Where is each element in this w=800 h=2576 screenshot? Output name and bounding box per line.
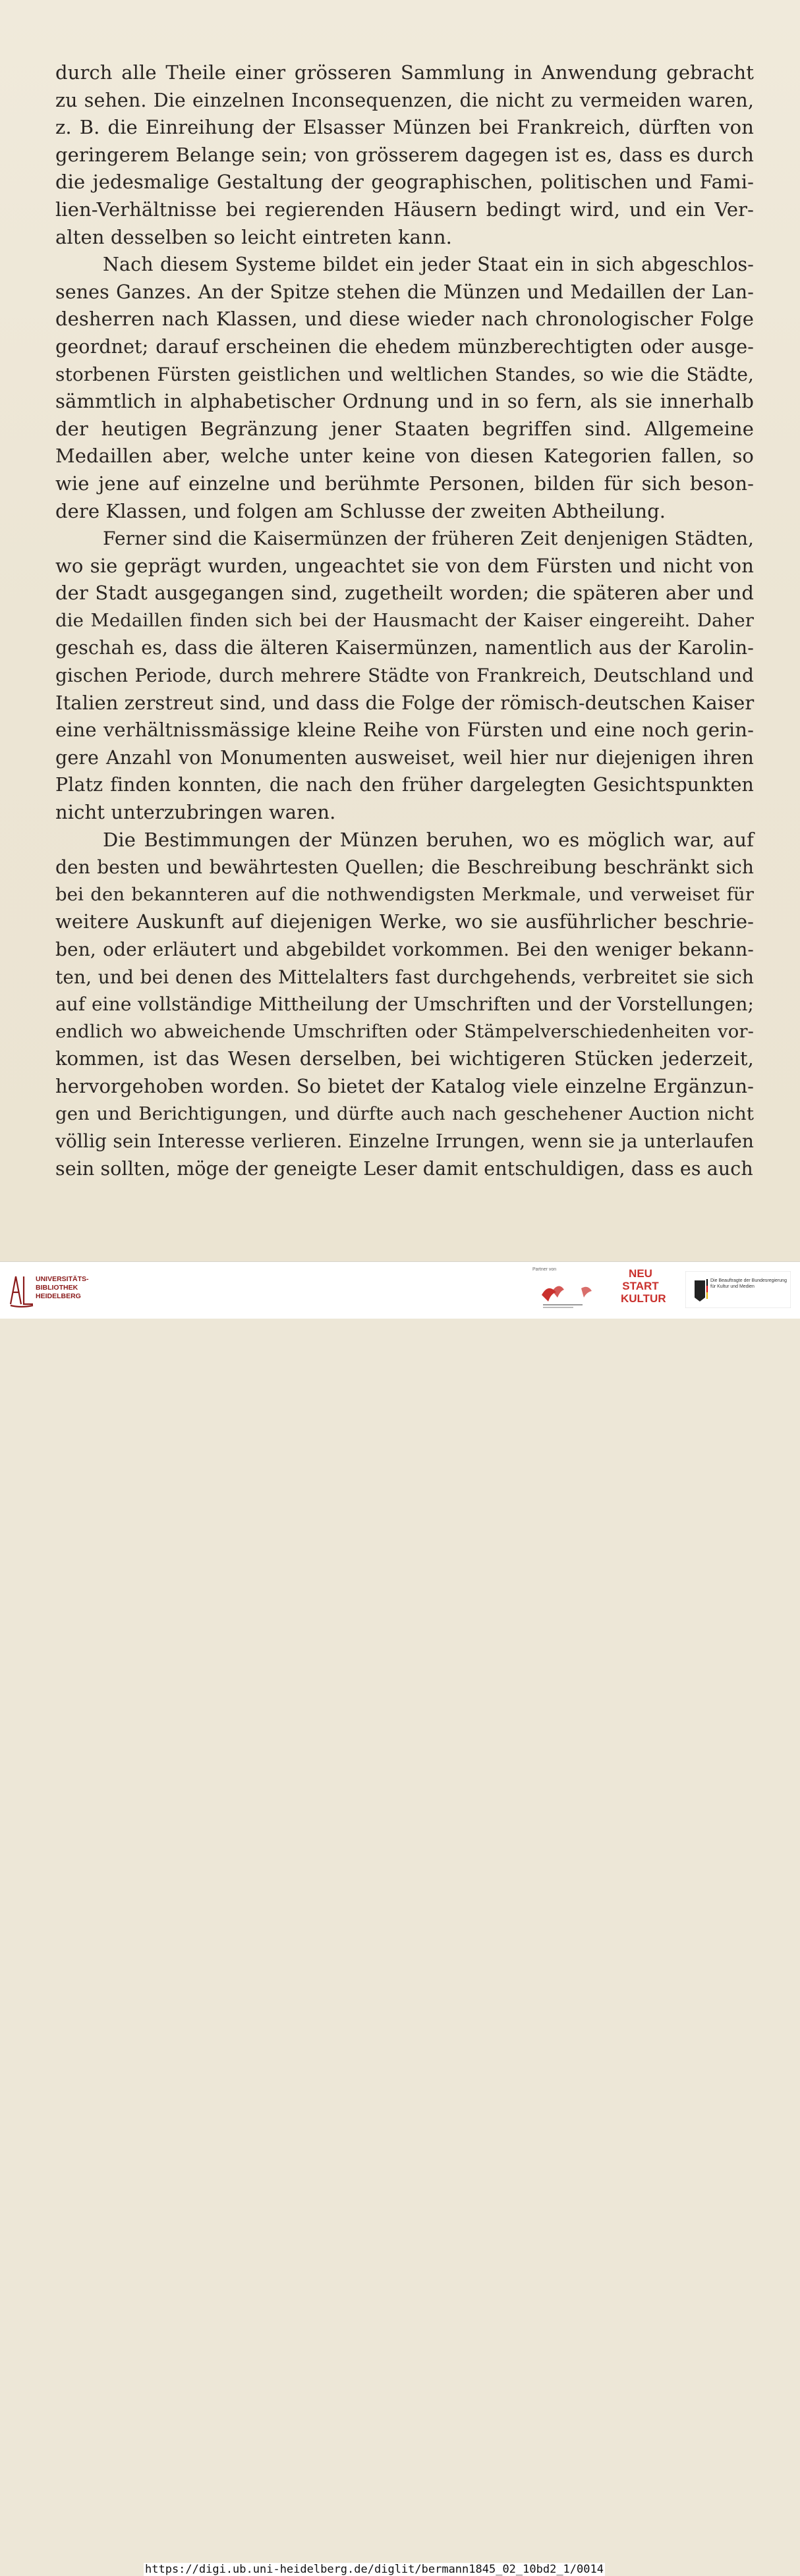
text-line: alten desselben so leicht eintreten kann. [55,225,452,248]
text-line: die Medaillen finden sich bei der Hausmacht der Kaiser eingereiht. Daher [55,609,754,631]
text-line: Nach diesem Systeme bildet ein jeder Staat ein in sich abgeschlos- [103,254,754,276]
text-line: der heutigen Begränzung jener Staaten begriffen sind. Allgemeine [55,417,754,440]
text-line: Die Bestimmungen der Münzen beruhen, wo es möglich war, auf [103,828,754,851]
neustart-line: KULTUR [621,1292,666,1305]
text-line: Ferner sind die Kaisermünzen der früheren Zeit denjenigen Städten, [103,528,754,550]
neustart-line: NEU [629,1267,652,1280]
text-line: dere Klassen, und folgen am Schlusse der zweiten Abtheilung. [55,499,666,522]
footer-bar [0,1261,800,2576]
text-line: ben, oder erläutert und abgebildet vorkommen. Bei den weniger bekann- [55,939,754,960]
partner-label: Partner von [532,1267,557,1272]
text-line: die jedesmalige Gestaltung der geographischen, politischen und Fami- [55,171,754,194]
text-line: gere Anzahl von Monumenten ausweiset, weil hier nur diejenigen ihren [55,746,754,769]
text-line: nicht unterzubringen waren. [55,801,336,824]
text-line: endlich wo abweichende Umschriften oder Stämpelverschiedenheiten vor- [55,1020,754,1042]
text-line: geordnet; darauf erscheinen die ehedem münzberechtigten oder ausge- [55,335,754,358]
paragraph [55,251,754,525]
text-line: völlig sein Interesse verlieren. Einzelne Irrungen, wenn sie ja unterlaufen [55,1130,754,1153]
text-line: geringerem Belange sein; von grösserem dagegen ist es, dass es durch [55,143,754,166]
text-line: sein sollten, möge der geneigte Leser damit entschuldigen, dass es auch [55,1157,753,1180]
text-line: durch alle Theile einer grösseren Sammlung in Anwendung gebracht [55,61,754,84]
library-name-line: BIBLIOTHEK [36,1284,78,1292]
text-line: sämmtlich in alphabetischer Ordnung und in so fern, als sie innerhalb [55,390,754,413]
body-text [55,59,754,1182]
bkm-text-line: für Kultur und Medien [710,1284,755,1289]
book-page [0,0,800,1261]
partner-logo-icon [535,1275,608,1311]
text-line: bei den bekannteren auf die nothwendigsten Merkmale, und verweiset für [55,883,754,905]
paragraph [55,59,754,251]
text-line: geschah es, dass die älteren Kaisermünzen, namentlich aus der Karolin- [55,637,754,659]
library-name-line: UNIVERSITÄTS- [36,1275,89,1283]
library-name [36,1275,89,1301]
text-line: den besten und bewährtesten Quellen; die Beschreibung beschränkt sich [55,856,754,879]
text-line: der Stadt ausgegangen sind, zugetheilt worden; die späteren aber und [55,582,754,605]
bkm-text [710,1278,787,1290]
text-line: eine verhältnissmässige kleine Reihe von Fürsten und eine noch gerin- [55,719,754,742]
text-line: auf eine vollständige Mittheilung der Umschriften und der Vorstellungen; [55,993,754,1016]
text-line: Italien zerstreut sind, und dass die Folge der römisch-deutschen Kaiser [55,691,755,714]
text-line: gen und Berichtigungen, und dürfte auch nach geschehener Auction nicht [55,1103,754,1124]
paragraph [55,525,754,827]
text-line: hervorgehoben worden. So bietet der Katalog viele einzelne Ergänzun- [55,1074,754,1097]
text-line: lien-Verhältnisse bei regierenden Häusern bedingt wird, und ein Ver- [55,198,754,221]
text-line: zu sehen. Die einzelnen Inconsequenzen, die nicht zu vermeiden waren, [55,89,754,111]
text-line: z. B. die Einreihung der Elsasser Münzen bei Frankreich, dürften von [55,116,754,139]
text-line: Platz finden konnten, die nach den früher dargelegten Gesichtspunkten [55,774,754,796]
text-line: weitere Auskunft auf diejenigen Werke, wo sie ausführlicher beschrie- [55,910,754,933]
library-name-line: HEIDELBERG [36,1292,81,1300]
text-line: ten, und bei denen des Mittelalters fast durchgehends, verbreitet sie sich [55,966,754,988]
text-line: senes Ganzes. An der Spitze stehen die Münzen und Medaillen der Lan- [55,281,754,303]
text-line: wo sie geprägt wurden, ungeachtet sie von dem Fürsten und nicht von [55,554,754,577]
federal-eagle-icon [685,1271,791,1308]
text-line: storbenen Fürsten geistlichen und weltlichen Standes, so wie die Städte, [55,363,754,385]
paragraph [55,827,754,1183]
neustart-line: START [622,1280,659,1292]
bkm-text-line: Die Beauftragte der Bundesregierung [710,1278,787,1283]
text-line: kommen, ist das Wesen derselben, bei wichtigeren Stücken jederzeit, [55,1047,754,1070]
text-line: Medaillen aber, welche unter keine von diesen Kategorien fallen, so [55,445,754,468]
source-url[interactable]: https://digi.ub.uni-heidelberg.de/diglit/bermann1845_02_10bd2_1/0014 [145,2563,604,2576]
text-line: desherren nach Klassen, und diese wieder nach chronologischer Folge [55,308,754,331]
text-line: wie jene auf einzelne und berühmte Personen, bilden für sich beson- [55,472,754,495]
text-line: gischen Periode, durch mehrere Städte von Frankreich, Deutschland und [55,665,754,687]
neustart-kultur-logo [621,1267,666,1305]
